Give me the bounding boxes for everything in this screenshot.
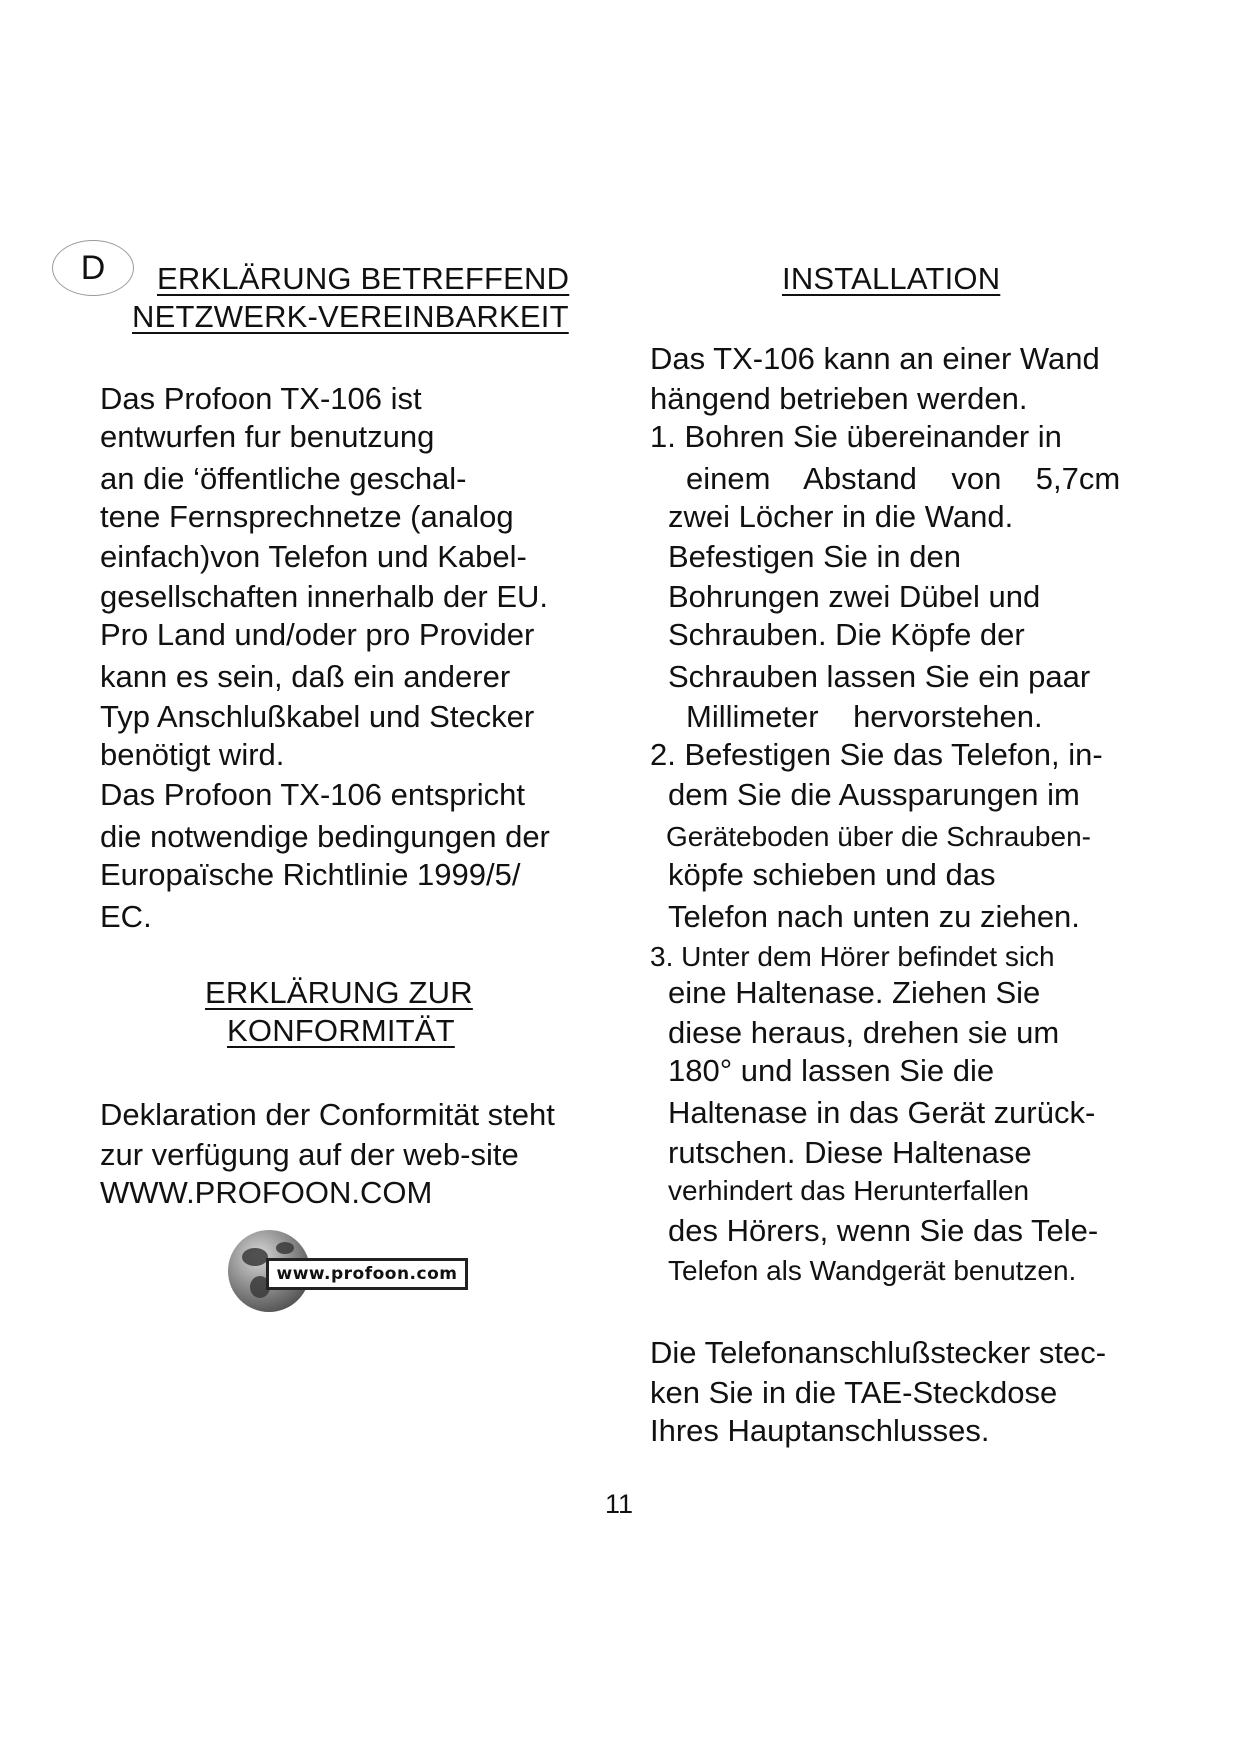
page-number: 11 — [605, 1489, 634, 1519]
network-text-line: kann es sein, daß ein anderer — [100, 659, 511, 694]
profoon-logo — [228, 1230, 470, 1314]
conformity-text-line: zur verfügung auf der web-site — [100, 1137, 519, 1172]
step-2-line: dem Sie die Aussparungen im — [668, 777, 1080, 812]
step-2-line: Geräteboden über die Schrauben- — [666, 821, 1091, 852]
step-1-line: Bohrungen zwei Dübel und — [668, 579, 1041, 614]
network-text-line: gesellschaften innerhalb der EU. — [100, 579, 549, 614]
closing-text-line: Die Telefonanschlußstecker stec- — [650, 1335, 1107, 1370]
step-3-line: diese heraus, drehen sie um — [668, 1015, 1060, 1050]
step-2-line: köpfe schieben und das — [668, 857, 996, 892]
step-2-line: 2. Befestigen Sie das Telefon, in- — [650, 737, 1103, 772]
step-1-line: Schrauben. Die Köpfe der — [668, 617, 1025, 652]
network-text-line: entwurfen fur benutzung — [100, 419, 435, 454]
website-url: WWW.PROFOON.COM — [100, 1175, 433, 1210]
network-text-line: Typ Anschlußkabel und Stecker — [100, 699, 535, 734]
network-text-line: Pro Land und/oder pro Provider — [100, 617, 535, 652]
closing-text-line: Ihres Hauptanschlusses. — [650, 1413, 990, 1448]
step-1-line: Befestigen Sie in den — [668, 539, 961, 574]
step-1-line: zwei Löcher in die Wand. — [668, 499, 1014, 534]
network-text-line: Das Profoon TX-106 ist — [100, 381, 422, 416]
conformity-text-line: Deklaration der Conformität steht — [100, 1097, 555, 1132]
logo-wordmark: www.profoon.com — [266, 1258, 468, 1290]
country-badge: D — [52, 240, 134, 296]
step-3-line: eine Haltenase. Ziehen Sie — [668, 975, 1041, 1010]
network-text-line: benötigt wird. — [100, 737, 285, 772]
step-1-line: Schrauben lassen Sie ein paar — [668, 659, 1091, 694]
step-3-line: Haltenase in das Gerät zurück- — [668, 1095, 1096, 1130]
step-3-line: 3. Unter dem Hörer befindet sich — [650, 941, 1055, 972]
network-text-line: EC. — [100, 899, 152, 934]
network-text-line: die notwendige bedingungen der — [100, 819, 550, 854]
step-3-line: 180° und lassen Sie die — [668, 1053, 995, 1088]
installation-intro-line: Das TX-106 kann an einer Wand — [650, 341, 1100, 376]
network-text-line: an die ‘öffentliche geschal- — [100, 461, 467, 496]
step-3-line: verhindert das Herunterfallen — [668, 1175, 1030, 1206]
step-3-line: rutschen. Diese Haltenase — [668, 1135, 1032, 1170]
network-text-line: Europaïsche Richtlinie 1999/5/ — [100, 857, 521, 892]
step-3-line: Telefon als Wandgerät benutzen. — [668, 1255, 1077, 1286]
step-1-line: einem Abstand von 5,7cm — [686, 461, 1121, 496]
installation-heading: INSTALLATION — [782, 261, 1001, 296]
step-2-line: Telefon nach unten zu ziehen. — [668, 899, 1080, 934]
step-1-line: Millimeter hervorstehen. — [686, 699, 1043, 734]
conformity-heading-line-2: KONFORMITÄT — [227, 1013, 455, 1048]
network-text-line: tene Fernsprechnetze (analog — [100, 499, 514, 534]
step-1-line: 1. Bohren Sie übereinander in — [650, 419, 1062, 454]
network-heading-line-1: ERKLÄRUNG BETREFFEND — [157, 261, 570, 296]
closing-text-line: ken Sie in die TAE-Steckdose — [650, 1375, 1058, 1410]
network-text-line: einfach)von Telefon und Kabel- — [100, 539, 527, 574]
network-heading-line-2: NETZWERK-VEREINBARKEIT — [132, 299, 569, 334]
conformity-heading-line-1: ERKLÄRUNG ZUR — [205, 975, 473, 1010]
step-3-line: des Hörers, wenn Sie das Tele- — [668, 1213, 1099, 1248]
installation-intro-line: hängend betrieben werden. — [650, 381, 1028, 416]
network-text-line: Das Profoon TX-106 entspricht — [100, 777, 526, 812]
